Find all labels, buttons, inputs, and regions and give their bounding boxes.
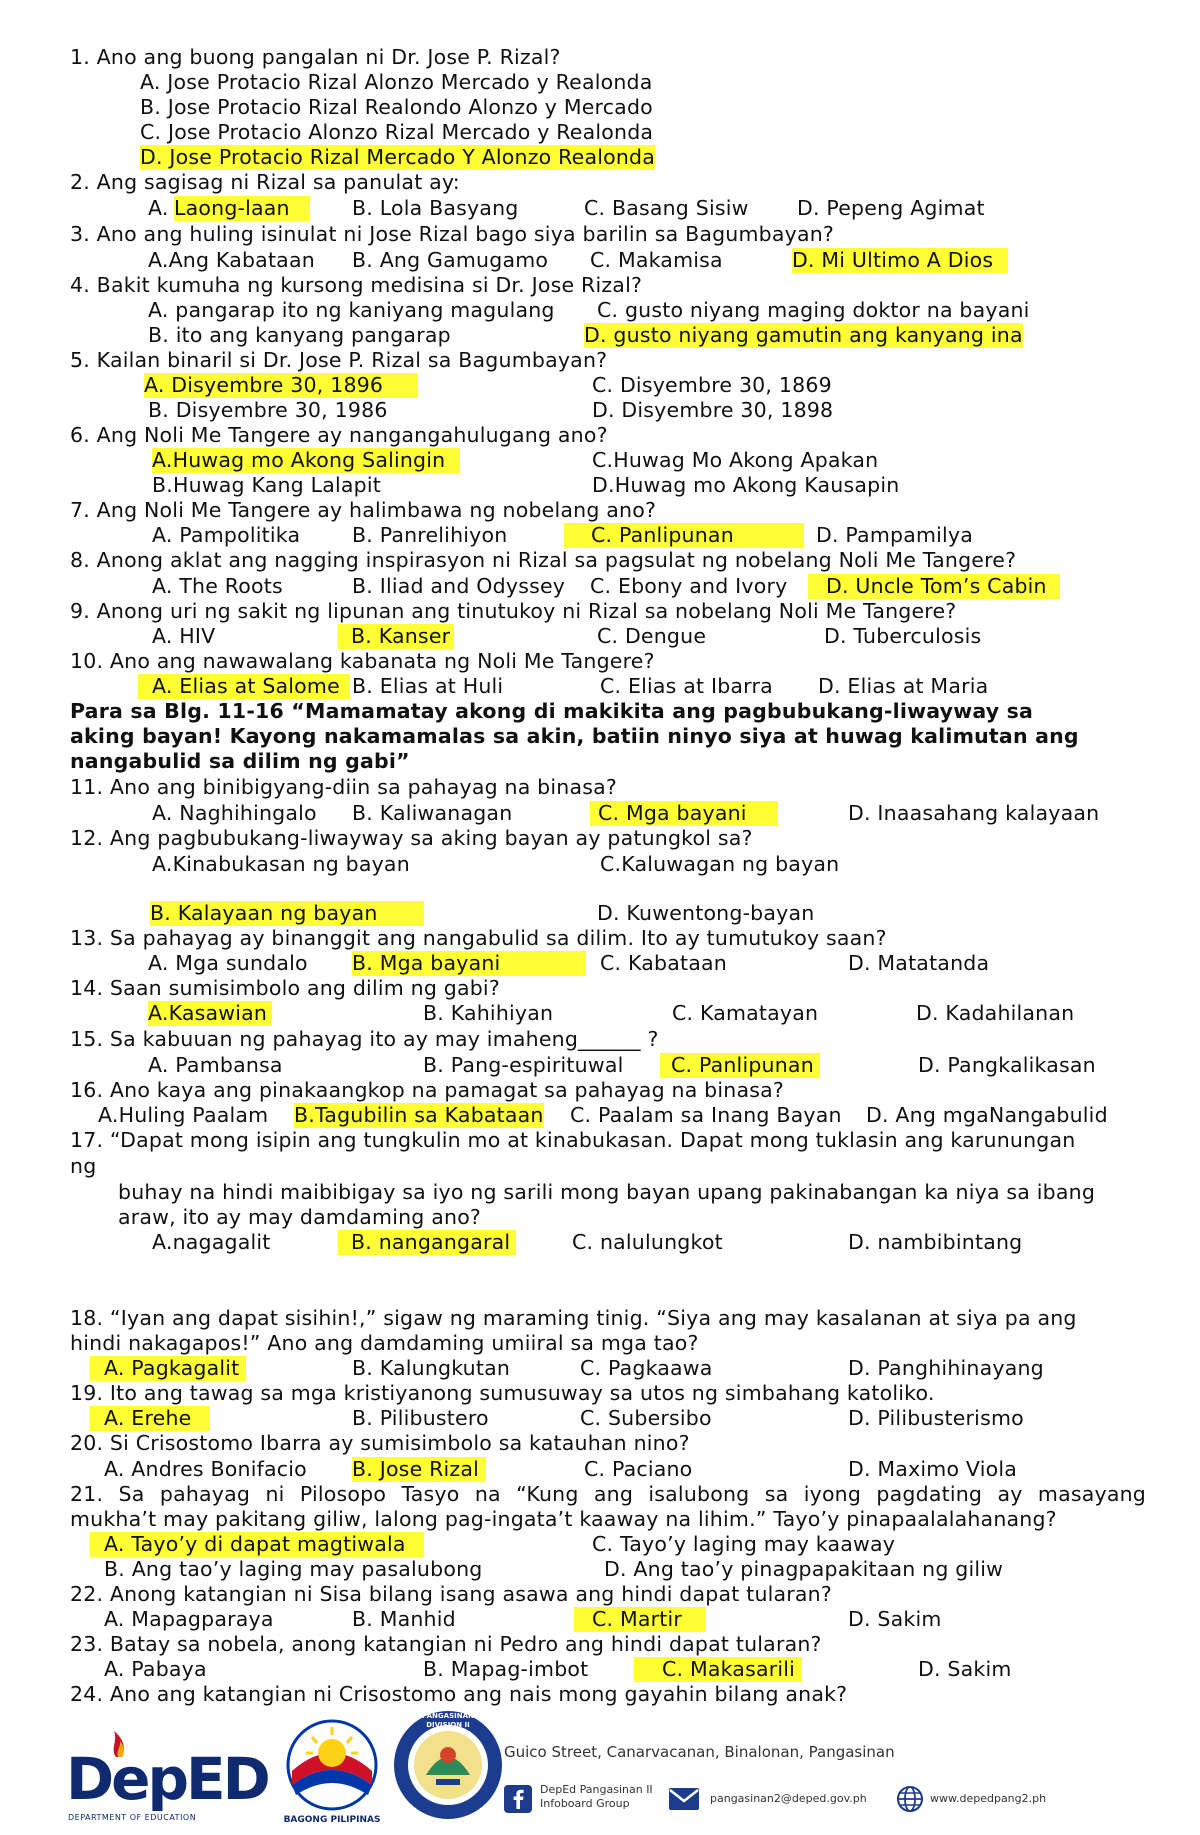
- q2-option-a-answer: Laong-laan: [174, 196, 310, 221]
- q4-option-c: C. gusto niyang maging doktor na bayani: [597, 298, 1030, 322]
- q16-option-d: D. Ang mgaNangabulid: [866, 1103, 1108, 1127]
- q21-option-b: B. Ang tao’y laging may pasalubong: [104, 1557, 483, 1581]
- q22-question: 22. Anong katangian ni Sisa bilang isang asawa ang hindi dapat tularan?: [70, 1582, 832, 1606]
- q1-question: 1. Ano ang buong pangalan ni Dr. Jose P. Rizal?: [70, 45, 561, 69]
- q14-option-c: C. Kamatayan: [672, 1001, 819, 1025]
- passage-line-2: aking bayan! Kayong nakamamalas sa akin, batiin ninyo siya at huwag kalimutan ang: [70, 724, 1079, 748]
- q12-option-b-answer: B. Kalayaan ng bayan: [150, 901, 424, 926]
- q17-option-b-answer: B. nangangaral: [338, 1230, 516, 1255]
- q9-question: 9. Anong uri ng sakit ng lipunan ang tinutukoy ni Rizal sa nobelang Noli Me Tangere?: [70, 599, 957, 623]
- q22-option-a: A. Mapagparaya: [104, 1607, 274, 1631]
- q5-option-d: D. Disyembre 30, 1898: [592, 398, 834, 422]
- q21-option-c: C. Tayo’y laging may kaaway: [592, 1532, 896, 1556]
- q10-option-c: C. Elias at Ibarra: [600, 674, 773, 698]
- q13-option-d: D. Matatanda: [848, 951, 990, 975]
- q16-option-b-answer: B.Tagubilin sa Kabataan: [294, 1103, 544, 1127]
- q9-option-c: C. Dengue: [597, 624, 707, 648]
- q3-question: 3. Ano ang huling isinulat ni Jose Rizal bago siya barilin sa Bagumbayan?: [70, 222, 835, 246]
- q6-option-d: D.Huwag mo Akong Kausapin: [592, 473, 900, 497]
- q1-option-a: A. Jose Protacio Rizal Alonzo Mercado y Realonda: [140, 70, 653, 94]
- q11-option-b: B. Kaliwanagan: [352, 801, 513, 825]
- q3-option-b: B. Ang Gamugamo: [352, 248, 549, 272]
- q12-question: 12. Ang pagbubukang-liwayway sa aking bayan ay patungkol sa?: [70, 826, 753, 850]
- q18-option-a-answer: A. Pagkagalit: [90, 1356, 246, 1381]
- q6-option-c: C.Huwag Mo Akong Apakan: [592, 448, 879, 472]
- q23-option-c-answer: C. Makasarili: [634, 1657, 802, 1682]
- q21-option-d: D. Ang tao’y pinagpapakitaan ng giliw: [604, 1557, 1004, 1581]
- facebook-line-2: Infoboard Group: [540, 1797, 630, 1810]
- q20-question: 20. Si Crisostomo Ibarra ay sumisimbolo sa katauhan nino?: [70, 1431, 690, 1455]
- q11-option-d: D. Inaasahang kalayaan: [848, 801, 1100, 825]
- footer-email: pangasinan2@deped.gov.ph: [710, 1792, 867, 1805]
- q11-question: 11. Ano ang binibigyang-diin sa pahayag na binasa?: [70, 775, 617, 799]
- q9-option-b-answer: B. Kanser: [338, 624, 454, 649]
- q2-option-b: B. Lola Basyang: [352, 196, 519, 220]
- q10-option-d: D. Elias at Maria: [818, 674, 989, 698]
- q12-option-d: D. Kuwentong-bayan: [597, 901, 815, 925]
- q2-option-d: D. Pepeng Agimat: [797, 196, 985, 220]
- q11-option-a: A. Naghihingalo: [152, 801, 317, 825]
- q20-option-b-answer: B. Jose Rizal: [352, 1457, 486, 1482]
- q17-option-a: A.nagagalit: [152, 1230, 271, 1254]
- passage-line-3: nangabulid sa dilim ng gabi”: [70, 749, 410, 773]
- q22-option-d: D. Sakim: [848, 1607, 942, 1631]
- q2-question: 2. Ang sagisag ni Rizal sa panulat ay:: [70, 170, 460, 194]
- q21-line-2: mukha’t may pakitang giliw, lalong pag-ingata’t kaaway na lihim.” Tayo’y pinapaalalahanang?: [70, 1507, 1057, 1531]
- q1-option-d-answer: D. Jose Protacio Rizal Mercado Y Alonzo Realonda: [140, 145, 656, 169]
- deped-logo-text: DepED: [66, 1745, 268, 1813]
- q13-option-b-answer: B. Mga bayani: [352, 951, 586, 976]
- q13-option-c: C. Kabataan: [600, 951, 727, 975]
- q7-question: 7. Ang Noli Me Tangere ay halimbawa ng nobelang ano?: [70, 498, 657, 522]
- q20-option-c: C. Paciano: [584, 1457, 693, 1481]
- q19-option-d: D. Pilibusterismo: [848, 1406, 1024, 1430]
- q18-option-b: B. Kalungkutan: [352, 1356, 511, 1380]
- deped-logo-subtitle: DEPARTMENT OF EDUCATION: [68, 1813, 197, 1822]
- q15-question: 15. Sa kabuuan ng pahayag ito ay may imaheng______ ?: [70, 1027, 659, 1051]
- q6-option-a-answer: A.Huwag mo Akong Salingin: [152, 448, 460, 473]
- q10-option-b: B. Elias at Huli: [352, 674, 504, 698]
- q15-option-b: B. Pang-espirituwal: [423, 1053, 624, 1077]
- q17-line-2: ng: [70, 1154, 97, 1178]
- globe-icon: [896, 1785, 924, 1813]
- q13-option-a: A. Mga sundalo: [148, 951, 308, 975]
- q18-option-c: C. Pagkaawa: [580, 1356, 713, 1380]
- bagong-pilipinas-emblem-icon: [282, 1715, 382, 1815]
- bagong-pilipinas-text: BAGONG PILIPINAS: [283, 1815, 381, 1825]
- q23-option-d: D. Sakim: [918, 1657, 1012, 1681]
- q10-option-a-answer: A. Elias at Salome: [138, 674, 350, 699]
- q3-option-c: C. Makamisa: [590, 248, 723, 272]
- mail-icon: [668, 1787, 700, 1811]
- q17-option-d: D. nambibintang: [848, 1230, 1023, 1254]
- q7-option-a: A. Pampolitika: [152, 523, 301, 547]
- q14-option-a-answer: A.Kasawian: [148, 1001, 272, 1026]
- q8-option-c: C. Ebony and Ivory: [590, 574, 788, 598]
- q14-question: 14. Saan sumisimbolo ang dilim ng gabi?: [70, 976, 500, 1000]
- bagong-pilipinas-logo: [282, 1715, 382, 1830]
- q18-line-2: hindi nakagapos!” Ano ang damdaming umiiral sa mga tao?: [70, 1331, 699, 1355]
- q8-option-d-answer: D. Uncle Tom’s Cabin: [808, 574, 1060, 599]
- q14-option-b: B. Kahihiyan: [423, 1001, 554, 1025]
- q15-option-c-answer: C. Panlipunan: [660, 1053, 820, 1078]
- q20-option-a: A. Andres Bonifacio: [104, 1457, 307, 1481]
- q17-option-c: C. nalulungkot: [572, 1230, 723, 1254]
- q4-option-a: A. pangarap ito ng kaniyang magulang: [148, 298, 555, 322]
- q4-option-d-answer: D. gusto niyang gamutin ang kanyang ina: [584, 323, 1023, 347]
- q5-option-b: B. Disyembre 30, 1986: [148, 398, 388, 422]
- q8-option-a: A. The Roots: [152, 574, 283, 598]
- q20-option-d: D. Maximo Viola: [848, 1457, 1017, 1481]
- q12-option-c: C.Kaluwagan ng bayan: [600, 852, 840, 876]
- q19-option-c: C. Subersibo: [580, 1406, 712, 1430]
- footer: [0, 1705, 1200, 1835]
- q22-option-b: B. Manhid: [352, 1607, 456, 1631]
- facebook-line-1: DepEd Pangasinan II: [540, 1783, 653, 1796]
- q7-option-b: B. Panrelihiyon: [352, 523, 508, 547]
- q4-question: 4. Bakit kumuha ng kursong medisina si Dr. Jose Rizal?: [70, 273, 643, 297]
- q14-option-d: D. Kadahilanan: [916, 1001, 1075, 1025]
- footer-address: Guico Street, Canarvacanan, Binalonan, Pangasinan: [504, 1743, 895, 1761]
- q15-option-d: D. Pangkalikasan: [918, 1053, 1096, 1077]
- q7-option-c-answer: C. Panlipunan: [564, 523, 804, 548]
- q2-option-a-prefix: A.: [148, 196, 169, 220]
- q7-option-d: D. Pampamilya: [816, 523, 974, 547]
- q18-line-1: 18. “Iyan ang dapat sisihin!,” sigaw ng maraming tinig. “Siya ang may kasalanan at siya pa ang: [70, 1306, 1077, 1330]
- q6-option-b: B.Huwag Kang Lalapit: [152, 473, 381, 497]
- deped-logo: [64, 1727, 268, 1827]
- q19-option-b: B. Pilibustero: [352, 1406, 489, 1430]
- q16-question: 16. Ano kaya ang pinakaangkop na pamagat sa pahayag na binasa?: [70, 1078, 784, 1102]
- facebook-icon: [504, 1785, 532, 1813]
- q21-option-a-answer: A. Tayo’y di dapat magtiwala: [90, 1532, 424, 1557]
- q18-option-d: D. Panghihinayang: [848, 1356, 1044, 1380]
- q17-line-4: araw, ito ay may damdaming ano?: [118, 1205, 482, 1229]
- q12-option-a: A.Kinabukasan ng bayan: [152, 852, 410, 876]
- q23-option-a: A. Pabaya: [104, 1657, 207, 1681]
- q4-option-b: B. ito ang kanyang pangarap: [148, 323, 451, 347]
- q16-option-c: C. Paalam sa Inang Bayan: [570, 1103, 842, 1127]
- q5-question: 5. Kailan binaril si Dr. Jose P. Rizal sa Bagumbayan?: [70, 348, 608, 372]
- q5-option-a-answer: A. Disyembre 30, 1896: [144, 373, 418, 398]
- footer-website: www.depedpang2.ph: [930, 1792, 1047, 1805]
- q5-option-c: C. Disyembre 30, 1869: [592, 373, 832, 397]
- q11-option-c-answer: C. Mga bayani: [590, 801, 778, 826]
- q9-option-d: D. Tuberculosis: [824, 624, 982, 648]
- q19-question: 19. Ito ang tawag sa mga kristiyanong sumusuway sa utos ng simbahang katoliko.: [70, 1381, 935, 1405]
- q19-option-a-answer: A. Erehe: [90, 1406, 210, 1431]
- division-seal-text: PANGASINAN DIVISION II: [422, 1712, 474, 1729]
- q17-line-1: 17. “Dapat mong isipin ang tungkulin mo at kinabukasan. Dapat mong tuklasin ang karunungan: [70, 1128, 1076, 1152]
- q22-option-c-answer: C. Martir: [574, 1607, 706, 1632]
- q15-option-a: A. Pambansa: [148, 1053, 283, 1077]
- division-seal: [392, 1709, 504, 1821]
- passage-line-1: Para sa Blg. 11-16 “Mamamatay akong di makikita ang pagbubukang-liwayway sa: [70, 699, 1034, 723]
- q1-option-b: B. Jose Protacio Rizal Realondo Alonzo y Mercado: [140, 95, 653, 119]
- q24-question: 24. Ano ang katangian ni Crisostomo ang nais mong gayahin bilang anak?: [70, 1682, 848, 1706]
- q16-option-a: A.Huling Paalam: [98, 1103, 269, 1127]
- q9-option-a: A. HIV: [152, 624, 216, 648]
- q1-option-c: C. Jose Protacio Alonzo Rizal Mercado y Realonda: [140, 120, 654, 144]
- q23-question: 23. Batay sa nobela, anong katangian ni Pedro ang hindi dapat tularan?: [70, 1632, 822, 1656]
- q8-option-b: B. Iliad and Odyssey: [352, 574, 566, 598]
- q10-question: 10. Ano ang nawawalang kabanata ng Noli Me Tangere?: [70, 649, 655, 673]
- q3-option-d-answer: D. Mi Ultimo A Dios: [792, 248, 1008, 273]
- q21-line-1: 21. Sa pahayag ni Pilosopo Tasyo na “Kung ang isalubong sa iyong pagdating ay masayang: [70, 1482, 1146, 1506]
- q23-option-b: B. Mapag-imbot: [423, 1657, 589, 1681]
- q13-question: 13. Sa pahayag ay binanggit ang nangabulid sa dilim. Ito ay tumutukoy saan?: [70, 926, 887, 950]
- q3-option-a: A.Ang Kabataan: [148, 248, 315, 272]
- q2-option-c: C. Basang Sisiw: [584, 196, 749, 220]
- q17-line-3: buhay na hindi maibibigay sa iyo ng sarili mong bayan upang pakinabangan ka niya sa ibang: [118, 1180, 1096, 1204]
- q8-question: 8. Anong aklat ang nagging inspirasyon ni Rizal sa pagsulat ng nobelang Noli Me Tangere?: [70, 548, 1017, 572]
- q6-question: 6. Ang Noli Me Tangere ay nangangahulugang ano?: [70, 423, 608, 447]
